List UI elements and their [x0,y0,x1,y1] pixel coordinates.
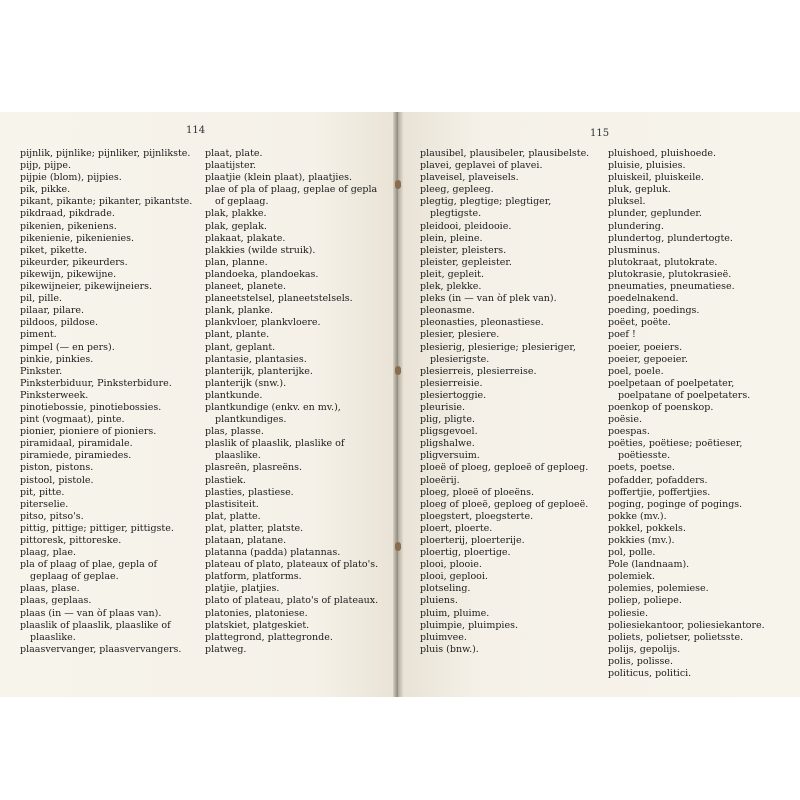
dictionary-entry: pittoresk, pittoreske. [20,535,122,546]
dictionary-entry: polijs, gepolijs. [608,643,681,655]
dictionary-entry: pluis (bnw.). [420,643,479,655]
dictionary-entry: plooi, plooie. [420,559,482,571]
dictionary-entry: pil, pille. [20,293,63,305]
dictionary-entry: plantkundige (enkv. en mv.), plantkundiges. [205,401,341,426]
dictionary-entry: planterijk, planterijke. [205,365,313,377]
dictionary-entry: poeding, poedings. [608,305,700,317]
dictionary-entry: pla of plaag of plae, gepla of geplaag of geplae. [20,559,158,583]
dictionary-entry: pofadder, pofadders. [608,474,708,486]
dictionary-entry: pikdraad, pikdrade. [20,208,115,220]
dictionary-entry: pik, pikke. [20,184,71,196]
dictionary-entry: ploerterij, ploerterije. [420,535,525,546]
dictionary-entry: pleister, pleisters. [420,244,507,256]
dictionary-entry: pluishoed, pluishoede. [608,148,717,159]
dictionary-entry: plattegrond, plattegronde. [205,631,333,643]
dictionary-entry: plaas, plase. [20,583,80,595]
dictionary-entry: pluisie, pluisies. [608,160,686,172]
dictionary-entry: plundering. [608,220,664,232]
dictionary-entry: pimpel (— en pers). [20,341,115,353]
dictionary-entry: plooi, geplooi. [420,571,488,583]
dictionary-entry: ploeërij. [420,474,460,486]
dictionary-entry: pligsgevoel. [420,426,478,438]
dictionary-entry: pitso, pitso's. [20,510,84,522]
dictionary-entry: plutokraat, plutokrate. [608,256,718,268]
dictionary-entry: pokke (mv.). [608,510,667,522]
dictionary-entry: piment. [20,329,57,341]
dictionary-entry: plataan, platane. [205,535,287,546]
dictionary-entry: poging, poginge of pogings. [608,498,743,510]
dictionary-entry: pikeurder, pikeurders. [20,256,128,268]
dictionary-entry: polemies, polemiese. [608,583,709,595]
dictionary-entry: piket, pikette. [20,244,88,256]
dictionary-entry: plaveisel, plaveisels. [420,172,519,184]
right-page-column-2 [608,148,788,680]
dictionary-entry: plat, platte. [205,510,261,522]
dictionary-entry: pionier, pioniere of pioniers. [20,426,157,438]
dictionary-entry: plato of plateau, plato's of plateaux. [205,595,379,607]
dictionary-entry: plaaslik of plaaslik, plaaslike of plaaslike. [20,619,171,643]
dictionary-entry: platskiet, platgeskiet. [205,619,310,631]
dictionary-entry: plesierreisie. [420,377,483,389]
binding-stitch [395,542,401,551]
dictionary-entry: plesiertoggie. [420,389,487,401]
dictionary-entry: plegtig, plegtige; plegtiger, plegtigste. [420,196,552,220]
dictionary-entry: plausibel, plausibeler, plausibelste. [420,148,590,159]
dictionary-entry: pinkie, pinkies. [20,353,94,365]
dictionary-entry: plantkunde. [205,389,263,401]
dictionary-entry: pluim, pluime. [420,607,490,619]
dictionary-entry: plesierig, plesierige; plesieriger, plesierigste. [420,341,576,365]
right-page [402,112,800,697]
dictionary-entry: pleit, gepleit. [420,268,484,280]
dictionary-entry: pluiskeil, pluiskeile. [608,172,704,184]
dictionary-entry: poëties, poëtiese; poëtieser, poëtiesste. [608,438,743,462]
book-spine [393,112,403,697]
dictionary-entry: piramiede, piramiedes. [20,450,132,462]
dictionary-entry: plaat, plate. [205,148,263,159]
dictionary-entry: pokkies (mv.). [608,535,675,546]
dictionary-entry: plantasie, plantasies. [205,353,307,365]
dictionary-entry: platweg. [205,643,247,655]
dictionary-entry: pleonasties, pleonastiese. [420,317,544,329]
dictionary-entry: pleonasme. [420,305,475,317]
dictionary-entry: pikenien, pikeniens. [20,220,117,232]
dictionary-entry: pligshalwe. [420,438,475,450]
dictionary-entry: planeetstelsel, planeetstelsels. [205,293,353,305]
dictionary-entry: plotseling. [420,583,471,595]
left-page-column-2 [205,148,387,656]
dictionary-entry: plesier, plesiere. [420,329,500,341]
binding-stitch [395,366,401,375]
dictionary-entry: pildoos, pildose. [20,317,99,329]
dictionary-entry: plandoeka, plandoekas. [205,268,319,280]
dictionary-entry: plasties, plastiese. [205,486,294,498]
dictionary-entry: plaasvervanger, plaasvervangers. [20,643,182,655]
dictionary-entry: pleeg, gepleeg. [420,184,494,196]
dictionary-entry: ploeë of ploeg, geploeë of geploeg. [420,462,589,474]
dictionary-entry: plaatijster. [205,160,257,172]
dictionary-entry: plant, geplant. [205,341,276,353]
dictionary-entry: plat, platter, platste. [205,522,304,534]
dictionary-entry: platjie, platjies. [205,583,280,595]
dictionary-entry: Pinksterweek. [20,389,89,401]
dictionary-entry: ploert, ploerte. [420,522,493,534]
dictionary-entry: polis, polisse. [608,655,674,667]
dictionary-entry: poësie. [608,414,642,426]
binding-stitch [395,180,401,189]
dictionary-entry: poenkop of poenskop. [608,401,714,413]
dictionary-entry: plateau of plato, plateaux of plato's. [205,559,379,571]
dictionary-entry: pleurisie. [420,401,465,413]
dictionary-entry: pikant, pikante; pikanter, pikantste. [20,196,193,208]
dictionary-entry: poliesiekantoor, poliesiekantore. [608,619,765,631]
dictionary-entry: plasreën, plasreëns. [205,462,303,474]
dictionary-entry: plak, geplak. [205,220,267,232]
dictionary-entry: plunder, geplunder. [608,208,702,220]
dictionary-entry: poffertjie, poffertjies. [608,486,711,498]
page-number-right: 115 [590,128,610,139]
dictionary-entry: poeier, poeiers. [608,341,683,353]
dictionary-entry: planterijk (snw.). [205,377,287,389]
dictionary-entry: plutokrasie, plutokrasieë. [608,268,732,280]
dictionary-entry: ploegstert, ploegsterte. [420,510,534,522]
dictionary-entry: pluksel. [608,196,646,208]
dictionary-entry: pilaar, pilare. [20,305,85,317]
dictionary-entry: platonies, platoniese. [205,607,308,619]
dictionary-entry: plakaat, plakate. [205,232,286,244]
dictionary-entry: poeier, gepoeier. [608,353,688,365]
dictionary-entry: poliep, poliepe. [608,595,682,607]
dictionary-entry: piramidaal, piramidale. [20,438,133,450]
dictionary-entry: pikewijneier, pikewijneiers. [20,281,153,293]
dictionary-entry: plein, pleine. [420,232,483,244]
dictionary-entry: platanna (padda) platannas. [205,547,341,559]
dictionary-entry: polemiek. [608,571,655,583]
dictionary-entry: plant, plante. [205,329,270,341]
dictionary-entry: pleks (in — van òf plek van). [420,293,557,305]
dictionary-entry: ploeg, ploeë of ploeëns. [420,486,535,498]
dictionary-entry: plaas, geplaas. [20,595,92,607]
dictionary-entry: pittig, pittige; pittiger, pittigste. [20,522,174,534]
dictionary-entry: ploeg of ploeë, geploeg of geploeë. [420,498,589,510]
dictionary-entry: plastiek. [205,474,246,486]
dictionary-entry: Pinkster. [20,365,63,377]
dictionary-entry: plaatjie (klein plaat), plaatjies. [205,172,352,184]
dictionary-entry: pit, pitte. [20,486,65,498]
dictionary-entry: poel, poele. [608,365,664,377]
dictionary-entry: plaag, plae. [20,547,76,559]
dictionary-entry: pikewijn, pikewijne. [20,268,117,280]
page-number-left: 114 [186,125,206,136]
dictionary-entry: plae of pla of plaag, geplae of gepla of geplaag. [205,184,378,208]
dictionary-entry: planeet, planete. [205,281,286,293]
dictionary-entry: pleidooi, pleidooie. [420,220,512,232]
dictionary-entry: poedelnakend. [608,293,679,305]
dictionary-entry: plek, plekke. [420,281,482,293]
dictionary-entry: poef ! [608,329,636,341]
right-page-column-1 [420,148,602,656]
left-page [0,112,395,697]
dictionary-entry: pijpie (blom), pijpies. [20,172,122,184]
dictionary-entry: plaas (in — van òf plaas van). [20,607,162,619]
dictionary-entry: plesierreis, plesierreise. [420,365,537,377]
left-page-column-1 [20,148,196,656]
dictionary-entry: pluiens. [420,595,458,607]
dictionary-entry: Pinksterbiduur, Pinksterbidure. [20,377,172,389]
dictionary-entry: plan, planne. [205,256,268,268]
dictionary-entry: plaslik of plaaslik, plaslike of plaaslike. [205,438,345,462]
dictionary-entry: poliesie. [608,607,649,619]
dictionary-entry: plakkies (wilde struik). [205,244,316,256]
dictionary-entry: poëet, poëte. [608,317,671,329]
dictionary-entry: pinotiebossie, pinotiebossies. [20,401,162,413]
dictionary-entry: pokkel, pokkels. [608,522,686,534]
dictionary-entry: plank, planke. [205,305,273,317]
dictionary-entry: platform, platforms. [205,571,302,583]
dictionary-entry: pluimvee. [420,631,467,643]
dictionary-entry: pint (vogmaat), pinte. [20,414,125,426]
dictionary-entry: plundertog, plundertogte. [608,232,733,244]
dictionary-entry: poespas. [608,426,650,438]
dictionary-entry: poets, poetse. [608,462,675,474]
dictionary-entry: plig, pligte. [420,414,475,426]
dictionary-entry: Pole (landnaam). [608,559,690,571]
dictionary-entry: pluk, gepluk. [608,184,671,196]
dictionary-entry: plusminus. [608,244,661,256]
dictionary-entry: politicus, politici. [608,668,692,680]
dictionary-entry: pneumaties, pneumatiese. [608,281,735,293]
dictionary-entry: pijp, pijpe. [20,160,71,172]
dictionary-entry: pol, polle. [608,547,656,559]
dictionary-entry: plastisiteit. [205,498,259,510]
dictionary-entry: ploertig, ploertige. [420,547,511,559]
dictionary-entry: pligversuim. [420,450,480,462]
dictionary-entry: poelpetaan of poelpetater, poelpatane of poelpetaters. [608,377,751,401]
dictionary-entry: piterselie. [20,498,69,510]
dictionary-entry: plak, plakke. [205,208,267,220]
dictionary-entry: plankvloer, plankvloere. [205,317,321,329]
dictionary-entry: pistool, pistole. [20,474,94,486]
dictionary-entry: pleister, gepleister. [420,256,512,268]
dictionary-entry: piston, pistons. [20,462,94,474]
dictionary-entry: plas, plasse. [205,426,264,438]
dictionary-entry: poliets, polietser, polietsste. [608,631,744,643]
dictionary-entry: plavei, geplavei of plavei. [420,160,543,172]
dictionary-entry: pijnlik, pijnlike; pijnliker, pijnlikste. [20,148,191,159]
dictionary-entry: pikenienie, pikenienies. [20,232,135,244]
dictionary-entry: pluimpie, pluimpies. [420,619,518,631]
